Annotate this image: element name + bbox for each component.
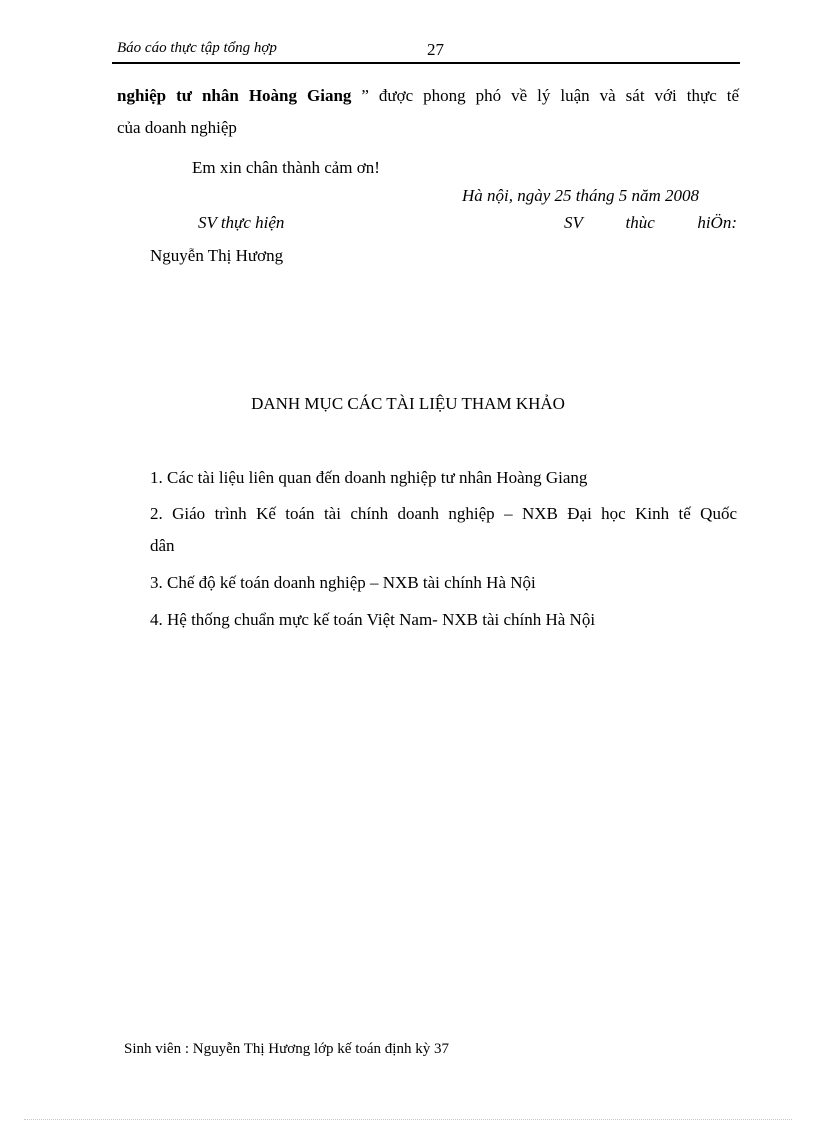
- student-name: Nguyễn Thị Hương: [150, 246, 284, 265]
- page-number: 27: [427, 40, 444, 59]
- paragraph-line-2: của doanh nghiệp: [117, 118, 237, 137]
- thanks-line: Em xin chân thành cảm ơn!: [192, 158, 380, 177]
- sv-word-2: thùc: [625, 213, 655, 232]
- reference-item-1: 1. Các tài liệu liên quan đến doanh nghiệp tư nhân Hoàng Giang: [150, 468, 588, 487]
- sv-word-3: hiÖn:: [697, 213, 737, 232]
- reference-item-2: 2. Giáo trình Kế toán tài chính doanh nghiệp – NXB Đại học Kinh tế Quốc: [150, 504, 737, 523]
- reference-item-4: 4. Hệ thống chuẩn mực kế toán Việt Nam- NXB tài chính Hà Nội: [150, 610, 596, 629]
- reference-item-3: 3. Chế độ kế toán doanh nghiệp – NXB tài chính Hà Nội: [150, 573, 536, 592]
- company-name: nghiệp tư nhân Hoàng Giang: [117, 86, 352, 105]
- page-bottom-border: [24, 1119, 792, 1120]
- reference-item-2-cont: dân: [150, 536, 175, 555]
- paragraph-line-1: [117, 84, 739, 108]
- paragraph-line-1-rest: ” được phong phó về lý luận và sát với thực tế: [351, 86, 740, 105]
- header-title: Báo cáo thực tập tổng hợp: [117, 40, 277, 56]
- sv-word-1: SV: [564, 213, 583, 232]
- student-label-garbled: [564, 213, 737, 233]
- footer-text: Sinh viên : Nguyễn Thị Hương lớp kế toán định kỳ 37: [124, 1041, 449, 1057]
- date-line: Hà nội, ngày 25 tháng 5 năm 2008: [462, 186, 700, 205]
- student-label: SV thực hiện: [198, 213, 285, 232]
- header-divider: [112, 62, 740, 64]
- references-title: DANH MỤC CÁC TÀI LIỆU THAM KHẢO: [251, 394, 565, 413]
